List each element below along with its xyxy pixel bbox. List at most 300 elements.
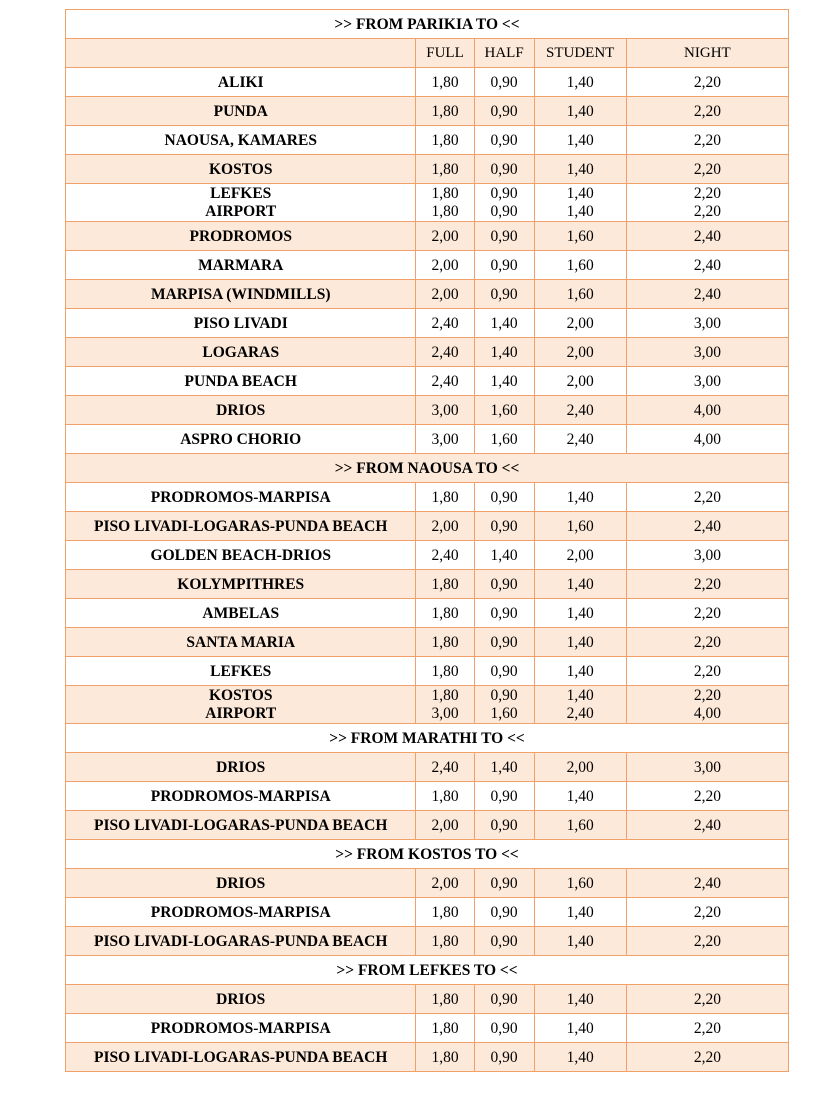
fare-full-cell-line: 1,80 — [431, 575, 459, 593]
fare-half-cell — [474, 222, 534, 251]
fare-full-cell-line: 1,80 — [431, 102, 459, 120]
destination-cell-line: AIRPORT — [205, 704, 277, 722]
destination-header — [66, 39, 416, 68]
fare-full-cell-line: 1,80 — [431, 633, 459, 651]
fare-night-cell-line: 2,20 — [693, 990, 721, 1008]
fare-night-cell — [626, 1014, 788, 1043]
destination-cell-line: LOGARAS — [202, 343, 280, 361]
fare-full-cell-line: 2,00 — [431, 256, 459, 274]
destination-cell — [66, 280, 416, 309]
fare-night-cell — [626, 68, 788, 97]
fare-full-cell — [416, 425, 474, 454]
destination-cell — [66, 657, 416, 686]
fare-night-cell — [626, 541, 788, 570]
section-title: >> FROM MARATHI TO << — [66, 724, 789, 753]
fare-full-cell — [416, 126, 474, 155]
fare-night-cell-line: 2,40 — [693, 285, 721, 303]
fare-night-cell — [626, 985, 788, 1014]
destination-cell-line: PISO LIVADI-LOGARAS-PUNDA BEACH — [94, 932, 388, 950]
fare-row — [66, 898, 789, 927]
fare-full-cell — [416, 309, 474, 338]
fare-half-cell-line: 0,90 — [490, 932, 518, 950]
fare-half-cell — [474, 869, 534, 898]
fare-full-cell-line: 2,00 — [431, 874, 459, 892]
fare-student-cell — [534, 869, 626, 898]
fare-full-cell-line: 2,40 — [431, 343, 459, 361]
fare-row — [66, 68, 789, 97]
destination-cell — [66, 1043, 416, 1072]
fare-row — [66, 396, 789, 425]
fare-night-cell-line: 2,40 — [693, 874, 721, 892]
destination-cell-line: PRODROMOS-MARPISA — [150, 488, 331, 506]
fare-half-cell-line: 1,40 — [490, 372, 518, 390]
fare-half-cell-line: 0,90 — [490, 816, 518, 834]
fare-night-cell — [626, 628, 788, 657]
fare-half-cell — [474, 126, 534, 155]
fare-student-cell-line: 1,60 — [566, 285, 594, 303]
destination-cell-line: PISO LIVADI-LOGARAS-PUNDA BEACH — [94, 816, 388, 834]
destination-cell — [66, 782, 416, 811]
fare-student-cell-line: 2,00 — [566, 343, 594, 361]
destination-cell-line: DRIOS — [216, 990, 266, 1008]
fare-half-cell — [474, 251, 534, 280]
fare-full-cell — [416, 1043, 474, 1072]
fare-student-cell-line: 1,40 — [566, 932, 594, 950]
fare-half-cell-line: 1,40 — [490, 758, 518, 776]
fare-row — [66, 251, 789, 280]
fare-row — [66, 483, 789, 512]
fare-full-cell — [416, 68, 474, 97]
fare-night-cell-line: 3,00 — [693, 546, 721, 564]
fare-half-cell — [474, 782, 534, 811]
fare-night-cell — [626, 599, 788, 628]
fare-night-cell-line: 2,20 — [693, 903, 721, 921]
column-header-night: NIGHT — [626, 39, 788, 68]
fare-half-cell — [474, 1043, 534, 1072]
fare-student-cell-line: 1,40 — [566, 633, 594, 651]
destination-cell-line: PISO LIVADI-LOGARAS-PUNDA BEACH — [94, 517, 388, 535]
destination-cell — [66, 811, 416, 840]
destination-cell — [66, 898, 416, 927]
fare-student-cell — [534, 280, 626, 309]
fare-student-cell — [534, 251, 626, 280]
fare-full-cell-line: 1,80 — [431, 73, 459, 91]
fare-half-cell — [474, 686, 534, 724]
fare-student-cell — [534, 541, 626, 570]
fare-night-cell — [626, 184, 788, 222]
destination-cell — [66, 686, 416, 724]
fare-night-cell — [626, 927, 788, 956]
fare-night-cell-line: 2,40 — [693, 517, 721, 535]
destination-cell-line: AIRPORT — [205, 202, 277, 220]
destination-cell-line: DRIOS — [216, 874, 266, 892]
destination-cell-line: KOSTOS — [209, 160, 273, 178]
fare-student-cell — [534, 1043, 626, 1072]
fare-night-cell — [626, 753, 788, 782]
fare-half-cell — [474, 753, 534, 782]
fare-table-body — [66, 10, 789, 1072]
fare-half-cell — [474, 155, 534, 184]
fare-student-cell-line: 1,40 — [566, 102, 594, 120]
fare-half-cell-line: 0,90 — [490, 686, 518, 704]
fare-half-cell-line: 0,90 — [490, 227, 518, 245]
fare-student-cell-line: 1,40 — [566, 903, 594, 921]
destination-cell — [66, 570, 416, 599]
destination-cell-line: GOLDEN BEACH-DRIOS — [150, 546, 331, 564]
fare-full-cell — [416, 657, 474, 686]
fare-half-cell-line: 0,90 — [490, 787, 518, 805]
fare-night-cell-line: 3,00 — [693, 372, 721, 390]
fare-half-cell — [474, 338, 534, 367]
fare-night-cell — [626, 97, 788, 126]
fare-full-cell-line: 1,80 — [431, 1048, 459, 1066]
fare-half-cell — [474, 512, 534, 541]
fare-half-cell-line: 1,60 — [490, 401, 518, 419]
fare-night-cell — [626, 280, 788, 309]
fare-full-cell — [416, 97, 474, 126]
destination-cell — [66, 927, 416, 956]
fare-full-cell — [416, 753, 474, 782]
fare-half-cell-line: 0,90 — [490, 874, 518, 892]
destination-cell-line: PRODROMOS-MARPISA — [150, 787, 331, 805]
destination-cell-line: ALIKI — [217, 73, 264, 91]
fare-night-cell — [626, 396, 788, 425]
fare-night-cell — [626, 126, 788, 155]
column-header-half: HALF — [474, 39, 534, 68]
destination-cell-line: ASPRO CHORIO — [180, 430, 302, 448]
fare-full-cell-line: 1,80 — [431, 160, 459, 178]
fare-row — [66, 599, 789, 628]
fare-student-cell — [534, 628, 626, 657]
fare-half-cell — [474, 599, 534, 628]
fare-half-cell-line: 0,90 — [490, 990, 518, 1008]
destination-cell — [66, 155, 416, 184]
fare-student-cell-line: 1,40 — [566, 202, 594, 220]
section-title: >> FROM NAOUSA TO << — [66, 454, 789, 483]
destination-cell-line: NAOUSA, KAMARES — [164, 131, 317, 149]
fare-student-cell-line: 2,00 — [566, 758, 594, 776]
fare-night-cell — [626, 811, 788, 840]
destination-cell — [66, 251, 416, 280]
section-title: >> FROM LEFKES TO << — [66, 956, 789, 985]
fare-night-cell-line: 2,20 — [693, 1048, 721, 1066]
destination-cell-line: DRIOS — [216, 758, 266, 776]
fare-student-cell — [534, 222, 626, 251]
fare-night-cell — [626, 483, 788, 512]
destination-cell-line: KOLYMPITHRES — [177, 575, 305, 593]
fare-night-cell — [626, 251, 788, 280]
fare-student-cell-line: 1,40 — [566, 575, 594, 593]
destination-cell-line: SANTA MARIA — [186, 633, 296, 651]
fare-row — [66, 97, 789, 126]
fare-student-cell — [534, 68, 626, 97]
fare-half-cell-line: 1,60 — [490, 430, 518, 448]
fare-student-cell — [534, 811, 626, 840]
fare-full-cell-line: 3,00 — [431, 401, 459, 419]
column-header-full: FULL — [416, 39, 474, 68]
destination-cell-line: MARMARA — [198, 256, 284, 274]
fare-half-cell-line: 1,40 — [490, 546, 518, 564]
fare-half-cell-line: 0,90 — [490, 662, 518, 680]
fare-night-cell-line: 3,00 — [693, 758, 721, 776]
fare-half-cell-line: 0,90 — [490, 256, 518, 274]
destination-cell-line: PRODROMOS-MARPISA — [150, 1019, 331, 1037]
fare-student-cell-line: 1,40 — [566, 73, 594, 91]
fare-full-cell — [416, 686, 474, 724]
section-header-row — [66, 10, 789, 39]
fare-row — [66, 985, 789, 1014]
fare-half-cell-line: 0,90 — [490, 1048, 518, 1066]
fare-night-cell-line: 2,20 — [693, 1019, 721, 1037]
fare-student-cell — [534, 753, 626, 782]
fare-row — [66, 309, 789, 338]
destination-cell — [66, 541, 416, 570]
destination-cell-line: PISO LIVADI-LOGARAS-PUNDA BEACH — [94, 1048, 388, 1066]
fare-full-cell — [416, 483, 474, 512]
fare-half-cell — [474, 97, 534, 126]
fare-half-cell-line: 0,90 — [490, 575, 518, 593]
fare-row — [66, 1014, 789, 1043]
fare-student-cell — [534, 483, 626, 512]
destination-cell — [66, 628, 416, 657]
fare-student-cell — [534, 985, 626, 1014]
destination-cell-line: PRODROMOS — [189, 227, 292, 245]
fare-student-cell — [534, 155, 626, 184]
fare-full-cell — [416, 811, 474, 840]
destination-cell-line: PUNDA — [213, 102, 268, 120]
fare-half-cell — [474, 425, 534, 454]
fare-full-cell — [416, 512, 474, 541]
fare-full-cell — [416, 898, 474, 927]
fare-row — [66, 811, 789, 840]
fare-half-cell-line: 1,60 — [490, 704, 518, 722]
fare-night-cell-line: 2,20 — [693, 633, 721, 651]
fare-student-cell-line: 1,40 — [566, 160, 594, 178]
fare-student-cell — [534, 367, 626, 396]
fare-full-cell-line: 1,80 — [431, 903, 459, 921]
fare-night-cell-line: 2,20 — [693, 160, 721, 178]
fare-student-cell-line: 1,60 — [566, 816, 594, 834]
fare-full-cell-line: 2,40 — [431, 546, 459, 564]
fare-full-cell-line: 1,80 — [431, 686, 459, 704]
fare-full-cell — [416, 985, 474, 1014]
fare-student-cell — [534, 599, 626, 628]
fare-full-cell-line: 3,00 — [431, 430, 459, 448]
fare-row — [66, 222, 789, 251]
fare-half-cell — [474, 309, 534, 338]
fare-half-cell — [474, 985, 534, 1014]
fare-student-cell-line: 1,40 — [566, 990, 594, 1008]
fare-full-cell — [416, 396, 474, 425]
destination-cell — [66, 483, 416, 512]
fare-row — [66, 1043, 789, 1072]
fare-student-cell-line: 1,40 — [566, 131, 594, 149]
fare-half-cell-line: 1,40 — [490, 314, 518, 332]
fare-row — [66, 541, 789, 570]
destination-cell-line: LEFKES — [210, 662, 272, 680]
fare-night-cell-line: 4,00 — [693, 401, 721, 419]
fare-full-cell — [416, 541, 474, 570]
destination-cell — [66, 599, 416, 628]
fare-student-cell-line: 1,60 — [566, 227, 594, 245]
fare-half-cell — [474, 367, 534, 396]
fare-night-cell-line: 3,00 — [693, 343, 721, 361]
fare-night-cell-line: 2,40 — [693, 227, 721, 245]
fare-table — [65, 9, 789, 1072]
fare-row — [66, 367, 789, 396]
fare-full-cell — [416, 222, 474, 251]
fare-half-cell-line: 0,90 — [490, 903, 518, 921]
fare-student-cell-line: 1,40 — [566, 686, 594, 704]
fare-full-cell — [416, 599, 474, 628]
fare-student-cell — [534, 184, 626, 222]
fare-half-cell-line: 0,90 — [490, 488, 518, 506]
fare-full-cell — [416, 927, 474, 956]
destination-cell — [66, 184, 416, 222]
fare-student-cell — [534, 512, 626, 541]
fare-night-cell-line: 2,20 — [693, 787, 721, 805]
fare-night-cell — [626, 222, 788, 251]
fare-night-cell-line: 2,40 — [693, 256, 721, 274]
fare-night-cell-line: 2,20 — [693, 662, 721, 680]
fare-night-cell — [626, 155, 788, 184]
section-header-row — [66, 724, 789, 753]
fare-full-cell-line: 2,00 — [431, 285, 459, 303]
column-header-student: STUDENT — [534, 39, 626, 68]
destination-cell — [66, 126, 416, 155]
fare-student-cell-line: 2,40 — [566, 401, 594, 419]
fare-student-cell — [534, 309, 626, 338]
fare-student-cell-line: 1,40 — [566, 1019, 594, 1037]
fare-half-cell — [474, 184, 534, 222]
fare-full-cell-line: 1,80 — [431, 1019, 459, 1037]
destination-cell-line: PUNDA BEACH — [184, 372, 297, 390]
fare-student-cell-line: 2,40 — [566, 704, 594, 722]
fare-row — [66, 570, 789, 599]
fare-half-cell — [474, 657, 534, 686]
destination-cell-line: PISO LIVADI — [193, 314, 288, 332]
destination-cell — [66, 425, 416, 454]
fare-student-cell-line: 2,00 — [566, 314, 594, 332]
fare-full-cell — [416, 367, 474, 396]
destination-cell — [66, 1014, 416, 1043]
fare-student-cell — [534, 927, 626, 956]
fare-night-cell-line: 4,00 — [693, 430, 721, 448]
fare-student-cell — [534, 570, 626, 599]
destination-cell-line: AMBELAS — [202, 604, 280, 622]
fare-full-cell-line: 2,40 — [431, 758, 459, 776]
fare-student-cell — [534, 657, 626, 686]
fare-student-cell — [534, 1014, 626, 1043]
fare-student-cell — [534, 782, 626, 811]
fare-night-cell-line: 4,00 — [693, 704, 721, 722]
fare-half-cell-line: 0,90 — [490, 73, 518, 91]
fare-night-cell-line: 2,20 — [693, 575, 721, 593]
destination-cell-line: PRODROMOS-MARPISA — [150, 903, 331, 921]
fare-full-cell-line: 2,40 — [431, 372, 459, 390]
fare-half-cell-line: 0,90 — [490, 1019, 518, 1037]
fare-half-cell — [474, 927, 534, 956]
fare-half-cell — [474, 811, 534, 840]
section-header-row — [66, 454, 789, 483]
fare-half-cell-line: 0,90 — [490, 131, 518, 149]
destination-cell — [66, 367, 416, 396]
fare-night-cell — [626, 1043, 788, 1072]
fare-night-cell — [626, 686, 788, 724]
section-header-row — [66, 840, 789, 869]
fare-row — [66, 184, 789, 222]
fare-student-cell-line: 1,40 — [566, 787, 594, 805]
fare-half-cell — [474, 483, 534, 512]
fare-row — [66, 782, 789, 811]
fare-half-cell-line: 0,90 — [490, 517, 518, 535]
fare-half-cell — [474, 541, 534, 570]
fare-half-cell-line: 0,90 — [490, 633, 518, 651]
section-title: >> FROM PARIKIA TO << — [66, 10, 789, 39]
fare-night-cell — [626, 657, 788, 686]
destination-cell-line: DRIOS — [216, 401, 266, 419]
fare-night-cell — [626, 869, 788, 898]
fare-night-cell — [626, 782, 788, 811]
fare-half-cell — [474, 68, 534, 97]
fare-full-cell-line: 1,80 — [431, 662, 459, 680]
fare-night-cell-line: 2,20 — [693, 686, 721, 704]
fare-full-cell — [416, 251, 474, 280]
fare-half-cell-line: 0,90 — [490, 160, 518, 178]
fare-night-cell-line: 2,20 — [693, 932, 721, 950]
fare-full-cell — [416, 628, 474, 657]
fare-night-cell-line: 2,20 — [693, 604, 721, 622]
destination-cell — [66, 512, 416, 541]
fare-full-cell-line: 2,00 — [431, 517, 459, 535]
fare-full-cell — [416, 869, 474, 898]
fare-student-cell-line: 1,40 — [566, 488, 594, 506]
fare-student-cell — [534, 338, 626, 367]
fare-half-cell-line: 0,90 — [490, 184, 518, 202]
fare-night-cell — [626, 367, 788, 396]
fare-row — [66, 338, 789, 367]
fare-student-cell-line: 1,40 — [566, 604, 594, 622]
fare-night-cell — [626, 898, 788, 927]
fare-full-cell — [416, 280, 474, 309]
fare-half-cell — [474, 898, 534, 927]
fare-row — [66, 927, 789, 956]
column-header-row — [66, 39, 789, 68]
fare-student-cell — [534, 126, 626, 155]
fare-row — [66, 753, 789, 782]
fare-student-cell-line: 1,60 — [566, 517, 594, 535]
fare-full-cell-line: 1,80 — [431, 604, 459, 622]
fare-student-cell-line: 1,60 — [566, 256, 594, 274]
fare-half-cell-line: 0,90 — [490, 604, 518, 622]
fare-student-cell-line: 2,00 — [566, 546, 594, 564]
fare-half-cell-line: 0,90 — [490, 202, 518, 220]
fare-half-cell-line: 0,90 — [490, 102, 518, 120]
fare-night-cell-line: 2,20 — [693, 73, 721, 91]
fare-half-cell — [474, 396, 534, 425]
fare-half-cell — [474, 570, 534, 599]
destination-cell — [66, 338, 416, 367]
fare-night-cell-line: 2,20 — [693, 102, 721, 120]
fare-night-cell-line: 2,20 — [693, 488, 721, 506]
fare-full-cell-line: 2,00 — [431, 227, 459, 245]
section-header-row — [66, 956, 789, 985]
fare-full-cell — [416, 338, 474, 367]
fare-student-cell — [534, 686, 626, 724]
destination-cell-line: KOSTOS — [209, 686, 273, 704]
fare-full-cell-line: 1,80 — [431, 932, 459, 950]
fare-full-cell-line: 2,40 — [431, 314, 459, 332]
